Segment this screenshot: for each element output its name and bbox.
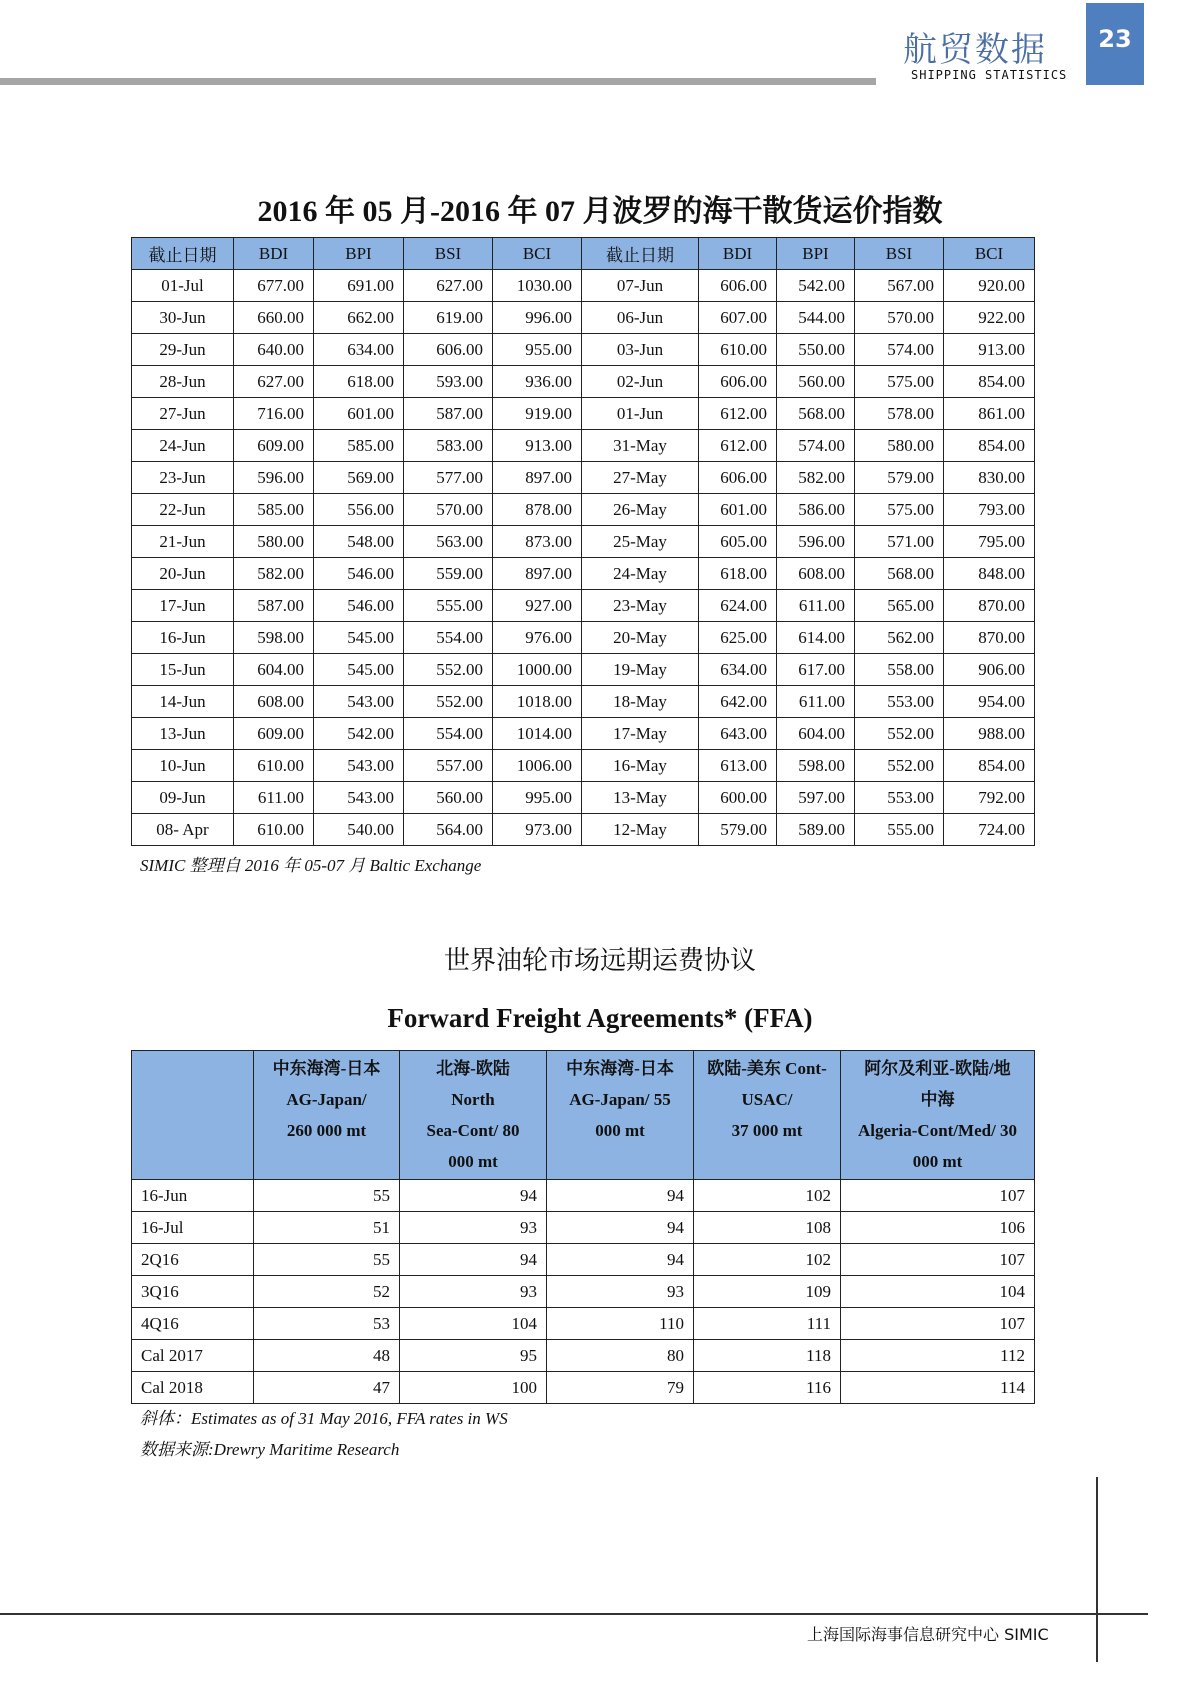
value-cell: 568.00 [855, 558, 944, 590]
date-cell: 24-May [582, 558, 699, 590]
column-header: BSI [404, 238, 493, 270]
value-cell: 587.00 [234, 590, 314, 622]
value-cell: 611.00 [777, 590, 855, 622]
value-cell: 559.00 [404, 558, 493, 590]
value-cell: 607.00 [699, 302, 777, 334]
value-cell: 878.00 [493, 494, 582, 526]
rate-cell: 108 [694, 1212, 841, 1244]
value-cell: 553.00 [855, 686, 944, 718]
value-cell: 570.00 [855, 302, 944, 334]
date-cell: 27-Jun [132, 398, 234, 430]
column-header-line: 37 000 mt [731, 1121, 803, 1140]
date-cell: 17-Jun [132, 590, 234, 622]
value-cell: 587.00 [404, 398, 493, 430]
rate-cell: 114 [841, 1372, 1035, 1404]
date-cell: 19-May [582, 654, 699, 686]
rate-cell: 104 [400, 1308, 547, 1340]
ffa-title-en: Forward Freight Agreements* (FFA) [387, 1003, 813, 1033]
rate-cell: 55 [254, 1244, 400, 1276]
ffa-source: 数据来源:Drewry Maritime Research [140, 1440, 400, 1459]
value-cell: 618.00 [699, 558, 777, 590]
rate-cell: 94 [547, 1244, 694, 1276]
period-cell: 16-Jun [132, 1180, 254, 1212]
value-cell: 554.00 [404, 622, 493, 654]
value-cell: 564.00 [404, 814, 493, 846]
value-cell: 579.00 [699, 814, 777, 846]
date-cell: 01-Jun [582, 398, 699, 430]
value-cell: 582.00 [777, 462, 855, 494]
value-cell: 613.00 [699, 750, 777, 782]
date-cell: 20-May [582, 622, 699, 654]
value-cell: 936.00 [493, 366, 582, 398]
column-header: BCI [944, 238, 1035, 270]
rate-cell: 53 [254, 1308, 400, 1340]
date-cell: 06-Jun [582, 302, 699, 334]
value-cell: 540.00 [314, 814, 404, 846]
value-cell: 640.00 [234, 334, 314, 366]
value-cell: 543.00 [314, 750, 404, 782]
column-header-line: 北海-欧陆 [436, 1059, 510, 1078]
column-header-line: Algeria-Cont/Med/ 30 [857, 1121, 1018, 1140]
column-header: BDI [234, 238, 314, 270]
column-header-line: 中东海湾-日本 [272, 1059, 381, 1078]
date-cell: 01-Jul [132, 270, 234, 302]
value-cell: 913.00 [493, 430, 582, 462]
value-cell: 563.00 [404, 526, 493, 558]
value-cell: 634.00 [314, 334, 404, 366]
column-header-line: 中东海湾-日本 [566, 1059, 674, 1078]
column-header [254, 1051, 400, 1180]
rate-cell: 55 [254, 1180, 400, 1212]
table-row [132, 686, 1035, 718]
value-cell: 854.00 [944, 366, 1035, 398]
date-cell: 24-Jun [132, 430, 234, 462]
value-cell: 612.00 [699, 430, 777, 462]
value-cell: 643.00 [699, 718, 777, 750]
section-subtitle: SHIPPING STATISTICS [911, 68, 1068, 82]
rate-cell: 94 [400, 1244, 547, 1276]
table-row [132, 558, 1035, 590]
value-cell: 611.00 [234, 782, 314, 814]
value-cell: 913.00 [944, 334, 1035, 366]
value-cell: 552.00 [855, 750, 944, 782]
table-row [132, 590, 1035, 622]
rate-cell: 93 [400, 1212, 547, 1244]
value-cell: 618.00 [314, 366, 404, 398]
rate-cell: 94 [547, 1212, 694, 1244]
value-cell: 558.00 [855, 654, 944, 686]
value-cell: 585.00 [234, 494, 314, 526]
value-cell: 565.00 [855, 590, 944, 622]
table-row [132, 654, 1035, 686]
value-cell: 927.00 [493, 590, 582, 622]
value-cell: 716.00 [234, 398, 314, 430]
period-cell: 2Q16 [132, 1244, 254, 1276]
date-cell: 16-Jun [132, 622, 234, 654]
value-cell: 604.00 [777, 718, 855, 750]
bdi-source: SIMIC 整理自 2016 年 05-07 月 Baltic Exchange [140, 856, 482, 875]
date-cell: 28-Jun [132, 366, 234, 398]
table-row [132, 782, 1035, 814]
value-cell: 897.00 [493, 558, 582, 590]
column-header-line: AG-Japan/ 55 [569, 1090, 671, 1109]
date-cell: 18-May [582, 686, 699, 718]
date-cell: 26-May [582, 494, 699, 526]
value-cell: 873.00 [493, 526, 582, 558]
date-cell: 30-Jun [132, 302, 234, 334]
value-cell: 593.00 [404, 366, 493, 398]
value-cell: 976.00 [493, 622, 582, 654]
date-cell: 09-Jun [132, 782, 234, 814]
value-cell: 897.00 [493, 462, 582, 494]
value-cell: 569.00 [314, 462, 404, 494]
value-cell: 792.00 [944, 782, 1035, 814]
value-cell: 544.00 [777, 302, 855, 334]
value-cell: 691.00 [314, 270, 404, 302]
rate-cell: 116 [694, 1372, 841, 1404]
value-cell: 627.00 [404, 270, 493, 302]
value-cell: 552.00 [404, 654, 493, 686]
column-header-line: AG-Japan/ [286, 1090, 367, 1109]
table-row [132, 1276, 1035, 1308]
value-cell: 574.00 [855, 334, 944, 366]
value-cell: 552.00 [855, 718, 944, 750]
value-cell: 598.00 [777, 750, 855, 782]
value-cell: 1030.00 [493, 270, 582, 302]
value-cell: 601.00 [314, 398, 404, 430]
value-cell: 577.00 [404, 462, 493, 494]
value-cell: 606.00 [699, 462, 777, 494]
date-cell: 13-May [582, 782, 699, 814]
rate-cell: 80 [547, 1340, 694, 1372]
value-cell: 920.00 [944, 270, 1035, 302]
value-cell: 545.00 [314, 654, 404, 686]
value-cell: 610.00 [234, 750, 314, 782]
rate-cell: 109 [694, 1276, 841, 1308]
value-cell: 556.00 [314, 494, 404, 526]
table-row [132, 718, 1035, 750]
date-cell: 02-Jun [582, 366, 699, 398]
table-row [132, 1372, 1035, 1404]
value-cell: 604.00 [234, 654, 314, 686]
value-cell: 567.00 [855, 270, 944, 302]
value-cell: 1006.00 [493, 750, 582, 782]
value-cell: 660.00 [234, 302, 314, 334]
value-cell: 546.00 [314, 590, 404, 622]
value-cell: 574.00 [777, 430, 855, 462]
table-row [132, 1244, 1035, 1276]
period-cell: 16-Jul [132, 1212, 254, 1244]
table-row [132, 526, 1035, 558]
table-row [132, 1212, 1035, 1244]
rate-cell: 79 [547, 1372, 694, 1404]
table-row [132, 622, 1035, 654]
value-cell: 1014.00 [493, 718, 582, 750]
value-cell: 848.00 [944, 558, 1035, 590]
column-header-line: 260 000 mt [286, 1121, 367, 1140]
value-cell: 608.00 [777, 558, 855, 590]
table-row [132, 398, 1035, 430]
value-cell: 996.00 [493, 302, 582, 334]
value-cell: 601.00 [699, 494, 777, 526]
value-cell: 995.00 [493, 782, 582, 814]
footer-vertical-rule [1096, 1477, 1098, 1662]
footer-divider [0, 1613, 1148, 1615]
ffa-table [131, 1050, 1035, 1404]
rate-cell: 107 [841, 1180, 1035, 1212]
column-header-line: North [451, 1090, 495, 1109]
value-cell: 562.00 [855, 622, 944, 654]
value-cell: 555.00 [855, 814, 944, 846]
value-cell: 575.00 [855, 366, 944, 398]
value-cell: 554.00 [404, 718, 493, 750]
date-cell: 23-Jun [132, 462, 234, 494]
value-cell: 585.00 [314, 430, 404, 462]
value-cell: 568.00 [777, 398, 855, 430]
value-cell: 1018.00 [493, 686, 582, 718]
value-cell: 597.00 [777, 782, 855, 814]
value-cell: 575.00 [855, 494, 944, 526]
column-header [547, 1051, 694, 1180]
value-cell: 543.00 [314, 782, 404, 814]
date-cell: 31-May [582, 430, 699, 462]
table-row [132, 1308, 1035, 1340]
value-cell: 1000.00 [493, 654, 582, 686]
value-cell: 546.00 [314, 558, 404, 590]
value-cell: 580.00 [855, 430, 944, 462]
value-cell: 617.00 [777, 654, 855, 686]
value-cell: 578.00 [855, 398, 944, 430]
rate-cell: 95 [400, 1340, 547, 1372]
rate-cell: 110 [547, 1308, 694, 1340]
value-cell: 589.00 [777, 814, 855, 846]
column-header-line: 中海 [920, 1090, 955, 1109]
value-cell: 612.00 [699, 398, 777, 430]
value-cell: 870.00 [944, 622, 1035, 654]
value-cell: 596.00 [777, 526, 855, 558]
table-row [132, 302, 1035, 334]
rate-cell: 51 [254, 1212, 400, 1244]
rate-cell: 48 [254, 1340, 400, 1372]
value-cell: 793.00 [944, 494, 1035, 526]
value-cell: 598.00 [234, 622, 314, 654]
value-cell: 580.00 [234, 526, 314, 558]
value-cell: 571.00 [855, 526, 944, 558]
column-header [694, 1051, 841, 1180]
bdi-table [131, 237, 1035, 846]
value-cell: 552.00 [404, 686, 493, 718]
rate-cell: 52 [254, 1276, 400, 1308]
date-cell: 14-Jun [132, 686, 234, 718]
value-cell: 795.00 [944, 526, 1035, 558]
date-cell: 07-Jun [582, 270, 699, 302]
date-cell: 03-Jun [582, 334, 699, 366]
table-row [132, 494, 1035, 526]
value-cell: 870.00 [944, 590, 1035, 622]
value-cell: 919.00 [493, 398, 582, 430]
period-cell: 3Q16 [132, 1276, 254, 1308]
column-header: 截止日期 [132, 238, 234, 270]
value-cell: 606.00 [699, 270, 777, 302]
value-cell: 634.00 [699, 654, 777, 686]
column-header [132, 1051, 254, 1180]
table-row [132, 430, 1035, 462]
value-cell: 677.00 [234, 270, 314, 302]
value-cell: 545.00 [314, 622, 404, 654]
value-cell: 619.00 [404, 302, 493, 334]
value-cell: 605.00 [699, 526, 777, 558]
value-cell: 954.00 [944, 686, 1035, 718]
rate-cell: 107 [841, 1244, 1035, 1276]
column-header: BSI [855, 238, 944, 270]
rate-cell: 102 [694, 1244, 841, 1276]
value-cell: 627.00 [234, 366, 314, 398]
column-header-line: 000 mt [448, 1152, 498, 1171]
date-cell: 10-Jun [132, 750, 234, 782]
rate-cell: 118 [694, 1340, 841, 1372]
value-cell: 830.00 [944, 462, 1035, 494]
value-cell: 611.00 [777, 686, 855, 718]
value-cell: 922.00 [944, 302, 1035, 334]
period-cell: 4Q16 [132, 1308, 254, 1340]
value-cell: 642.00 [699, 686, 777, 718]
date-cell: 23-May [582, 590, 699, 622]
date-cell: 13-Jun [132, 718, 234, 750]
value-cell: 624.00 [699, 590, 777, 622]
period-cell: Cal 2017 [132, 1340, 254, 1372]
rate-cell: 102 [694, 1180, 841, 1212]
value-cell: 625.00 [699, 622, 777, 654]
column-header-line: 000 mt [912, 1152, 963, 1171]
value-cell: 608.00 [234, 686, 314, 718]
bdi-title: 2016 年 05 月-2016 年 07 月波罗的海干散货运价指数 [257, 195, 943, 228]
column-header [400, 1051, 547, 1180]
value-cell: 583.00 [404, 430, 493, 462]
column-header [841, 1051, 1035, 1180]
value-cell: 606.00 [404, 334, 493, 366]
value-cell: 596.00 [234, 462, 314, 494]
footer-text: 上海国际海事信息研究中心 SIMIC [807, 1625, 1049, 1644]
value-cell: 542.00 [777, 270, 855, 302]
date-cell: 25-May [582, 526, 699, 558]
table-row [132, 366, 1035, 398]
value-cell: 609.00 [234, 430, 314, 462]
value-cell: 854.00 [944, 430, 1035, 462]
date-cell: 12-May [582, 814, 699, 846]
rate-cell: 100 [400, 1372, 547, 1404]
date-cell: 08- Apr [132, 814, 234, 846]
rate-cell: 104 [841, 1276, 1035, 1308]
column-header: BPI [314, 238, 404, 270]
value-cell: 609.00 [234, 718, 314, 750]
column-header: 截止日期 [582, 238, 699, 270]
column-header-line: Sea-Cont/ 80 [426, 1121, 520, 1140]
table-row [132, 1180, 1035, 1212]
value-cell: 854.00 [944, 750, 1035, 782]
date-cell: 22-Jun [132, 494, 234, 526]
value-cell: 861.00 [944, 398, 1035, 430]
table-row [132, 270, 1035, 302]
column-header: BDI [699, 238, 777, 270]
value-cell: 555.00 [404, 590, 493, 622]
rate-cell: 94 [400, 1180, 547, 1212]
table-row [132, 1340, 1035, 1372]
column-header: BCI [493, 238, 582, 270]
column-header: BPI [777, 238, 855, 270]
value-cell: 548.00 [314, 526, 404, 558]
value-cell: 542.00 [314, 718, 404, 750]
value-cell: 582.00 [234, 558, 314, 590]
value-cell: 560.00 [777, 366, 855, 398]
ffa-note: 斜体：Estimates as of 31 May 2016, FFA rates in WS [140, 1409, 508, 1428]
rate-cell: 111 [694, 1308, 841, 1340]
value-cell: 662.00 [314, 302, 404, 334]
column-header-line: 000 mt [595, 1121, 645, 1140]
rate-cell: 107 [841, 1308, 1035, 1340]
date-cell: 16-May [582, 750, 699, 782]
table-row [132, 750, 1035, 782]
date-cell: 20-Jun [132, 558, 234, 590]
date-cell: 17-May [582, 718, 699, 750]
value-cell: 560.00 [404, 782, 493, 814]
table-row [132, 462, 1035, 494]
date-cell: 21-Jun [132, 526, 234, 558]
date-cell: 15-Jun [132, 654, 234, 686]
value-cell: 600.00 [699, 782, 777, 814]
value-cell: 550.00 [777, 334, 855, 366]
rate-cell: 94 [547, 1180, 694, 1212]
column-header-line: USAC/ [741, 1090, 793, 1109]
date-cell: 27-May [582, 462, 699, 494]
column-header-line: 阿尔及利亚-欧陆/地 [864, 1059, 1011, 1078]
value-cell: 955.00 [493, 334, 582, 366]
table-row [132, 334, 1035, 366]
value-cell: 586.00 [777, 494, 855, 526]
value-cell: 614.00 [777, 622, 855, 654]
column-header-line: 欧陆-美东 Cont- [707, 1059, 827, 1078]
value-cell: 570.00 [404, 494, 493, 526]
page-number: 23 [1086, 3, 1144, 85]
date-cell: 29-Jun [132, 334, 234, 366]
rate-cell: 93 [547, 1276, 694, 1308]
table-row [132, 814, 1035, 846]
value-cell: 724.00 [944, 814, 1035, 846]
value-cell: 557.00 [404, 750, 493, 782]
rate-cell: 106 [841, 1212, 1035, 1244]
rate-cell: 47 [254, 1372, 400, 1404]
value-cell: 606.00 [699, 366, 777, 398]
value-cell: 906.00 [944, 654, 1035, 686]
rate-cell: 93 [400, 1276, 547, 1308]
section-title: 航贸数据 [903, 30, 1047, 70]
value-cell: 610.00 [699, 334, 777, 366]
rate-cell: 112 [841, 1340, 1035, 1372]
ffa-title-cn: 世界油轮市场远期运费协议 [443, 946, 756, 976]
value-cell: 543.00 [314, 686, 404, 718]
value-cell: 610.00 [234, 814, 314, 846]
value-cell: 553.00 [855, 782, 944, 814]
header-divider [0, 78, 876, 85]
value-cell: 988.00 [944, 718, 1035, 750]
value-cell: 579.00 [855, 462, 944, 494]
period-cell: Cal 2018 [132, 1372, 254, 1404]
value-cell: 973.00 [493, 814, 582, 846]
